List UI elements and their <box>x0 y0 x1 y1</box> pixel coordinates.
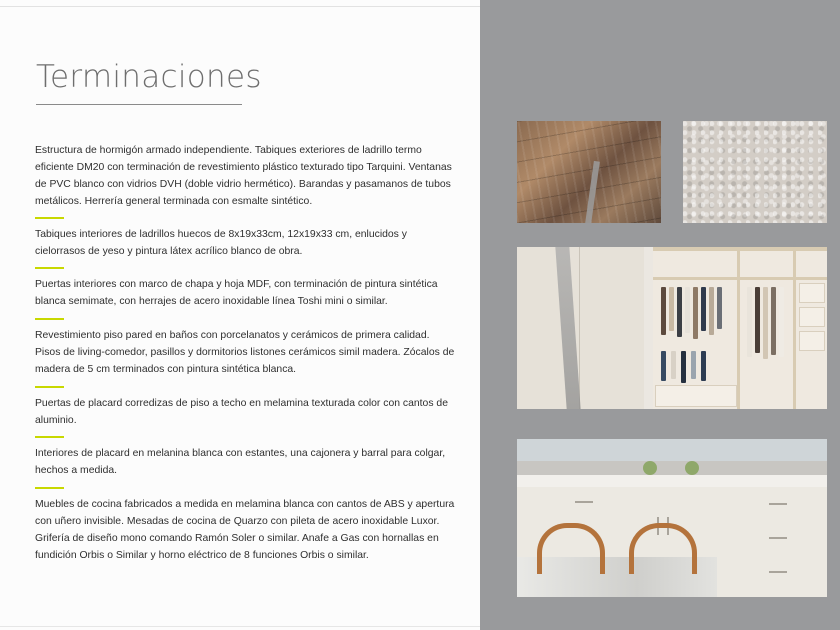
hanging-garment <box>669 287 674 331</box>
paragraph-interior-walls: Tabiques interiores de ladrillos huecos de 8x19x33cm, 12x19x33 cm, enlucidos y cielorrasos de yeso y pintura látex acrílico blanco de obra. <box>35 229 407 257</box>
door-split <box>579 247 580 409</box>
photo-streak <box>584 161 600 223</box>
paragraph-structure: Estructura de hormigón armado independiente. Tabiques exteriores de ladrillo termo eficiente DM20 con terminación de revestimiento plástico texturado tipo Tarquini. Ventanas de PVC blanco con vidrios DVH (doble vidrio hermético). Barandas y pasamanos de tubos metálicos. Herrería general terminada con esmalte sintético. <box>35 145 452 207</box>
bottom-divider <box>0 626 480 627</box>
top-divider <box>0 6 480 7</box>
wardrobe-closet-photo <box>517 247 827 409</box>
textured-wall-plaster-photo <box>683 121 827 223</box>
cabinet-handle <box>769 571 787 573</box>
kitchen-cabinets-photo <box>517 439 827 597</box>
paragraph-kitchen: Muebles de cocina fabricados a medida en melamina blanca con cantos de ABS y apertura con uñero invisible. Mesadas de cocina de Quarzo con pileta de acero inoxidable Luxor. Grifería de diseño mono comando Ramón Soler o similar. Anafe a Gas con hornallas en fundición Orbis o Similar y horno eléctrico de 8 funciones Orbis o similar. <box>35 499 455 561</box>
hanging-garment <box>677 287 682 337</box>
closet-shelf <box>653 277 827 280</box>
bentwood-chair <box>629 523 697 574</box>
hanging-garment <box>709 287 714 335</box>
hanging-garment <box>747 287 752 357</box>
drawer <box>655 385 737 407</box>
hanging-garment <box>755 287 760 353</box>
wood-floor-tile-photo <box>517 121 661 223</box>
hanging-garment <box>701 351 706 381</box>
drawer <box>799 307 825 327</box>
paragraph-closet-doors: Puertas de placard corredizas de piso a techo en melamina texturada color con cantos de aluminio. <box>35 398 448 426</box>
drawer <box>799 283 825 303</box>
sliding-doors <box>517 247 644 409</box>
hanging-garment <box>779 287 784 357</box>
hanging-garment <box>717 287 722 329</box>
cabinet-handle <box>769 537 787 539</box>
bentwood-chair <box>537 523 605 574</box>
hanging-garment <box>691 351 696 379</box>
hanging-garment <box>685 287 690 333</box>
closet-frame <box>653 247 827 251</box>
cabinet-drawers <box>729 487 827 597</box>
paragraph-closet-interiors: Interiores de placard en melanina blanca con estantes, una cajonera y barral para colgar, hechos a medida. <box>35 448 446 476</box>
potted-plant <box>685 461 699 475</box>
hanging-garment <box>771 287 776 355</box>
hanging-garment <box>661 287 666 335</box>
section-separator <box>35 436 64 438</box>
paragraph-flooring: Revestimiento piso pared en baños con porcelanatos y cerámicos de primera calidad. Pisos de living-comedor, pasillos y dormitorios listones cerámicos simil madera. Zócalos de madera de 5 cm terminados con pintura sintética blanca. <box>35 330 455 375</box>
potted-plant <box>643 461 657 475</box>
hanging-garment <box>681 351 686 383</box>
hanging-garment <box>661 351 666 381</box>
paragraph-interior-doors: Puertas interiores con marco de chapa y hoja MDF, con terminación de pintura sintética blanca semimate, con herrajes de acero inoxidable línea Toshi mini o similar. <box>35 279 438 307</box>
drawer <box>799 331 825 351</box>
title-underline <box>36 104 242 105</box>
closet-divider <box>793 247 796 409</box>
section-separator <box>35 487 64 489</box>
hanging-garment <box>671 351 676 379</box>
photo-streak <box>555 247 580 409</box>
section-separator <box>35 267 64 269</box>
hanging-garment <box>701 287 706 331</box>
section-separator <box>35 318 64 320</box>
cabinet-handle <box>769 503 787 505</box>
section-separator <box>35 217 64 219</box>
cabinet-handle <box>575 501 593 503</box>
countertop <box>517 475 827 487</box>
hanging-garment <box>763 287 768 359</box>
section-separator <box>35 386 64 388</box>
page-title: Terminaciones <box>36 59 262 95</box>
kitchen-window <box>517 439 827 461</box>
closet-divider <box>737 247 740 409</box>
hanging-garment <box>693 287 698 339</box>
closet-interior <box>653 247 827 409</box>
